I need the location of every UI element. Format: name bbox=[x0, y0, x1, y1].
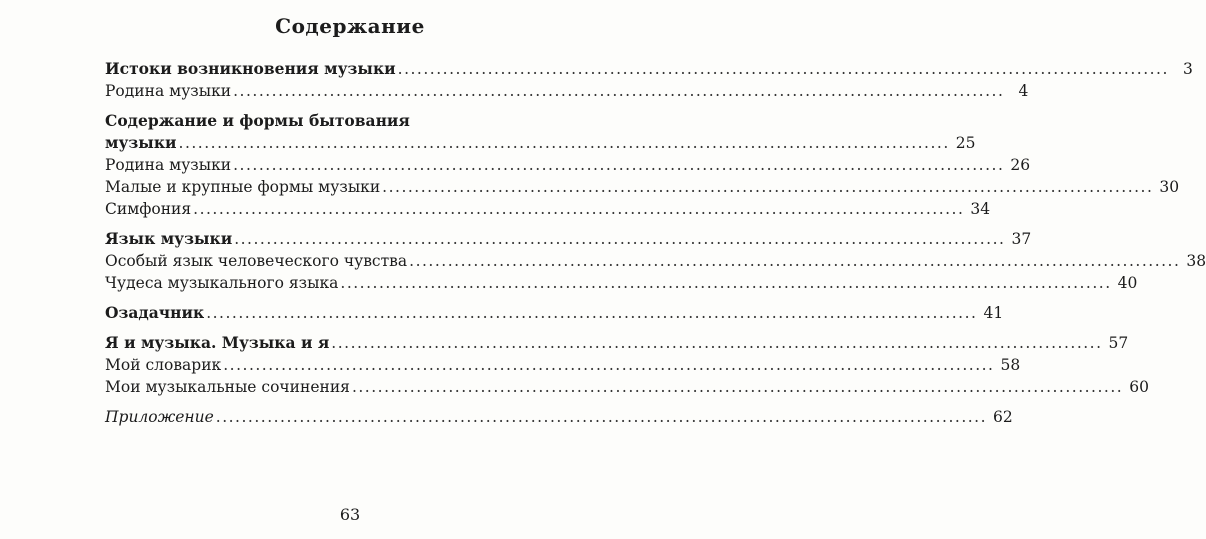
toc-entry bbox=[105, 154, 1031, 176]
toc-entry-title: Особый язык человеческого чувства bbox=[105, 252, 408, 270]
toc-leader-dots: ........................................................................................................................ bbox=[234, 230, 1006, 248]
toc-leader-dots: ........................................................................................................................ bbox=[215, 408, 988, 426]
toc-entry-title: Родина музыки bbox=[105, 82, 232, 100]
toc-entry-title: Чудеса музыкального языка bbox=[105, 274, 339, 292]
toc-entry bbox=[105, 80, 1029, 102]
table-of-contents bbox=[105, 58, 1206, 428]
toc-entry-page: 58 bbox=[1000, 356, 1021, 374]
page-number: 63 bbox=[339, 505, 361, 524]
toc-leader-dots: ........................................................................................................................ bbox=[178, 134, 950, 152]
toc-entry-page: 25 bbox=[955, 134, 976, 152]
toc-entry-page: 3 bbox=[1183, 60, 1193, 78]
toc-entry-page: 57 bbox=[1108, 334, 1129, 352]
toc-entry bbox=[105, 228, 1032, 250]
toc-entry-title: Симфония bbox=[105, 200, 192, 218]
toc-entry-title: Малые и крупные формы музыки bbox=[105, 178, 381, 196]
toc-entry bbox=[105, 250, 1206, 272]
toc-entry-page: 41 bbox=[983, 304, 1004, 322]
toc-entry bbox=[105, 376, 1149, 398]
toc-leader-dots: ........................................................................................................................ bbox=[351, 378, 1124, 396]
toc-entry-title: Мой словарик bbox=[105, 356, 222, 374]
toc-leader-dots: ........................................................................................................................ bbox=[206, 304, 978, 322]
toc-leader-dots: ........................................................................................................................ bbox=[193, 200, 965, 218]
toc-leader-dots: ........................................................................................................................ bbox=[233, 156, 1005, 174]
toc-leader-dots: ........................................................................................................................ bbox=[340, 274, 1112, 292]
toc-entry-page: 34 bbox=[970, 200, 991, 218]
toc-entry-page: 37 bbox=[1011, 230, 1032, 248]
toc-entry bbox=[105, 332, 1129, 354]
toc-entry bbox=[105, 176, 1180, 198]
toc-entry-title: Язык музыки bbox=[105, 229, 233, 248]
toc-entry-title: Озадачник bbox=[105, 303, 205, 322]
page-title: Содержание bbox=[275, 14, 425, 38]
toc-entry-page: 60 bbox=[1129, 378, 1149, 396]
toc-entry-title: Приложение bbox=[105, 408, 214, 426]
toc-entry-title: Мои музыкальные сочинения bbox=[105, 378, 350, 396]
toc-leader-dots: ........................................................................................................................ bbox=[409, 252, 1181, 270]
toc-entry bbox=[105, 302, 1004, 324]
toc-entry-title: Истоки возникновения музыки bbox=[105, 59, 396, 78]
toc-entry bbox=[105, 198, 991, 220]
toc-entry-page: 62 bbox=[993, 408, 1013, 426]
toc-leader-dots: ........................................................................................................................ bbox=[397, 60, 1169, 78]
toc-entry bbox=[105, 406, 1013, 428]
toc-leader-dots: ........................................................................................................................ bbox=[233, 82, 1005, 100]
toc-entry-page: 26 bbox=[1010, 156, 1031, 174]
toc-leader-dots: ........................................................................................................................ bbox=[382, 178, 1154, 196]
toc-entry-title-line: Содержание и формы бытования bbox=[105, 111, 410, 130]
toc-entry-title: Родина музыки bbox=[105, 156, 232, 174]
toc-entry-page: 40 bbox=[1117, 274, 1138, 292]
toc-leader-dots: ........................................................................................................................ bbox=[223, 356, 995, 374]
toc-entry bbox=[105, 132, 976, 154]
toc-entry-title: Я и музыка. Музыка и я bbox=[105, 333, 330, 352]
toc-entry bbox=[105, 272, 1138, 294]
toc-entry bbox=[105, 354, 1021, 376]
toc-entry-page: 4 bbox=[1018, 82, 1029, 100]
toc-entry-page: 30 bbox=[1159, 178, 1180, 196]
toc-entry bbox=[105, 58, 1193, 80]
toc-entry-title: музыки bbox=[105, 133, 177, 152]
toc-entry-page: 38 bbox=[1186, 252, 1206, 270]
toc-leader-dots: ........................................................................................................................ bbox=[331, 334, 1103, 352]
